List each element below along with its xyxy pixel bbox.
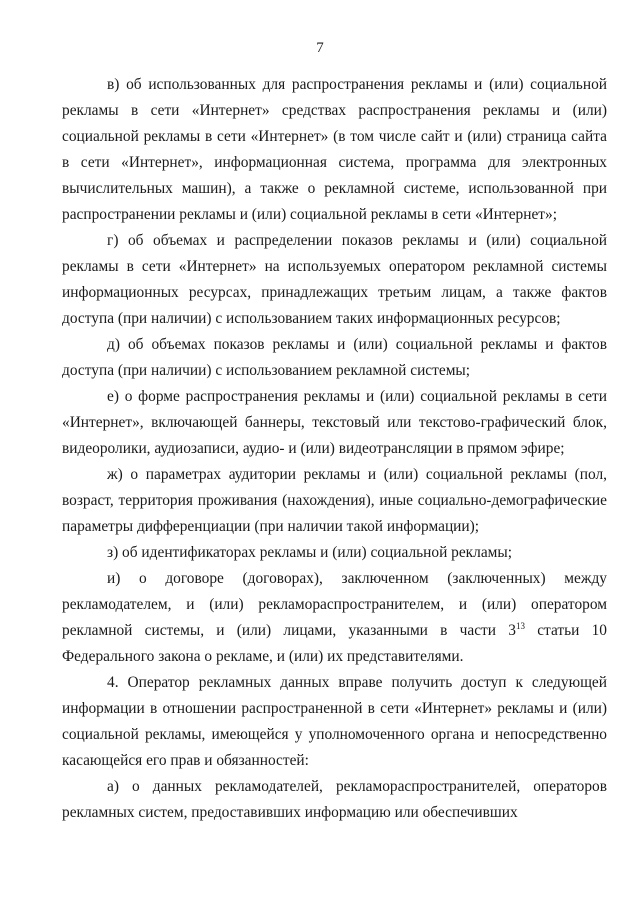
paragraph-a-advertiser-data: а) о данных рекламодателей, рекламораспространителей, операторов рекламных систем, предоставивших информацию или обеспечивших — [62, 778, 607, 821]
paragraph-i-text-after: статьи 10 Федерального закона о рекламе, и (или) их представителями. — [62, 622, 607, 665]
paragraph-i-text-before: и) о договоре (договорах), заключенном (заключенных) между рекламодателем, и (или) рекламораспространителем, и (или) оператором рекламной системы, и (или) лицами, указанными в части 3 — [62, 570, 607, 639]
paragraph-g-impressions-distribution: г) об объемах и распределении показов рекламы и (или) социальной рекламы в сети «Интернет» на используемых оператором рекламной системы информационных ресурсах, принадлежащих третьим лицам, а также фактов доступа (при наличии) с использованием таких информационных ресурсов; — [62, 232, 607, 327]
paragraph-d-impressions-volume: д) об объемах показов рекламы и (или) социальной рекламы и фактов доступа (при наличии) с использованием рекламной системы; — [62, 336, 607, 379]
paragraph-4-operator-access: 4. Оператор рекламных данных вправе получить доступ к следующей информации в отношении распространенной в сети «Интернет» рекламы и (или) социальной рекламы, имеющейся у уполномоченного органа и непосредственно касающейся его прав и обязанностей: — [62, 674, 607, 769]
superscript-13: 13 — [515, 620, 525, 631]
paragraph-zh-audience-parameters: ж) о параметрах аудитории рекламы и (или) социальной рекламы (пол, возраст, территория проживания (нахождения), иные социально-демографические параметры дифференциации (при наличии такой информации); — [62, 466, 607, 535]
paragraph-e-distribution-form: е) о форме распространения рекламы и (или) социальной рекламы в сети «Интернет», включающей баннеры, текстовый или текстово-графический блок, видеоролики, аудиозаписи, аудио- и (или) видеотрансляции в прямом эфире; — [62, 388, 607, 457]
page-number: 7 — [316, 40, 324, 56]
document-body — [62, 72, 607, 826]
paragraph-z-ad-identifiers: з) об идентификаторах рекламы и (или) социальной рекламы; — [107, 544, 513, 561]
paragraph-i-contracts — [62, 566, 607, 670]
paragraph-v-advertising-means: в) об использованных для распространения рекламы и (или) социальной рекламы в сети «Интернет» средствах распространения рекламы и (или) социальной рекламы в сети «Интернет» (в том числе сайт и (или) страница сайта в сети «Интернет», информационная система, программа для электронных вычислительных машин), а также о рекламной системе, использованной при распространении рекламы и (или) социальной рекламы в сети «Интернет»; — [62, 76, 607, 223]
